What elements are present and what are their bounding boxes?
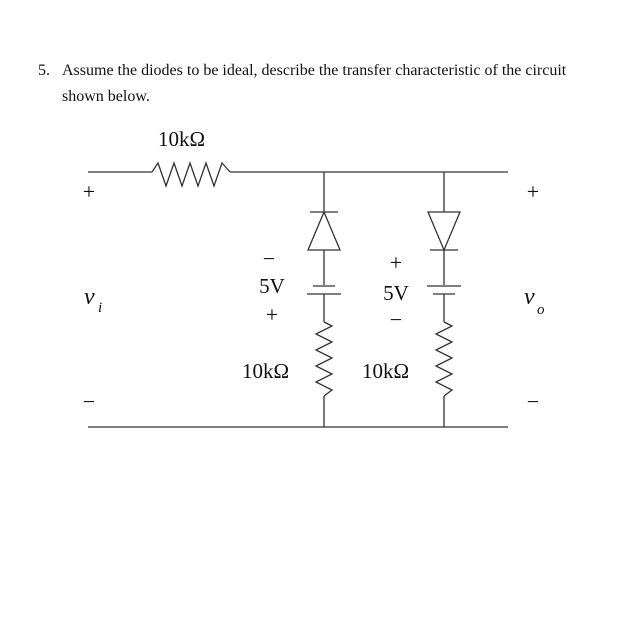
right-battery-voltage: 5V bbox=[383, 281, 409, 305]
input-plus-sign: + bbox=[82, 179, 96, 204]
right-battery-top-sign: + bbox=[389, 250, 403, 275]
input-voltage-var: v bbox=[84, 284, 95, 310]
left-branch-resistor bbox=[316, 322, 332, 396]
input-minus-sign: − bbox=[82, 389, 96, 414]
output-voltage-var: v bbox=[524, 284, 535, 310]
question-line-1: Assume the diodes to be ideal, describe the transfer characteristic of the circuit bbox=[62, 62, 567, 79]
left-battery-bottom-sign: + bbox=[265, 302, 279, 327]
left-diode-triangle bbox=[308, 212, 340, 250]
series-resistor bbox=[152, 163, 230, 186]
question-line-2: shown below. bbox=[62, 88, 150, 105]
right-diode-triangle bbox=[428, 212, 460, 250]
right-branch-resistor-label: 10kΩ bbox=[362, 359, 410, 383]
input-voltage-subscript: i bbox=[98, 300, 103, 316]
left-battery-voltage: 5V bbox=[259, 274, 285, 298]
question-number: 5. bbox=[38, 62, 50, 79]
output-voltage-subscript: o bbox=[537, 302, 545, 318]
right-battery-bottom-sign: − bbox=[389, 307, 403, 332]
right-branch-resistor bbox=[436, 322, 452, 396]
output-plus-sign: + bbox=[526, 179, 540, 204]
left-branch-resistor-label: 10kΩ bbox=[242, 359, 290, 383]
left-battery-top-sign: − bbox=[262, 246, 276, 271]
series-resistor-label: 10kΩ bbox=[158, 127, 206, 151]
output-minus-sign: − bbox=[526, 389, 540, 414]
